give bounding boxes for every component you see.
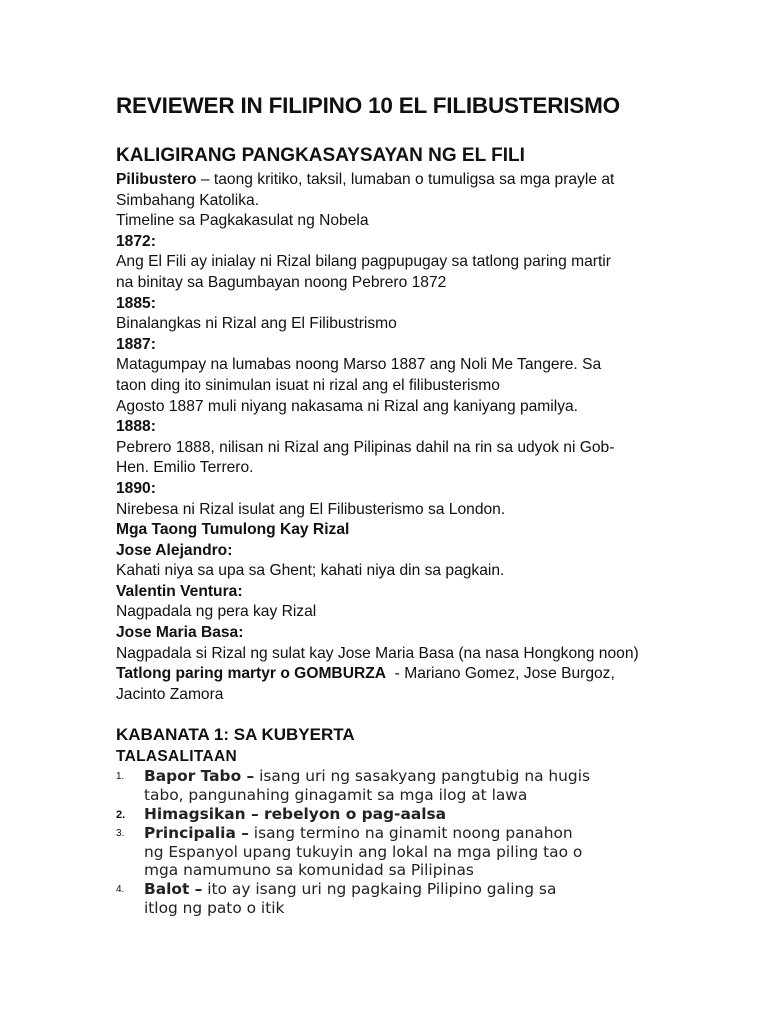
vocab-item-2 xyxy=(116,805,656,824)
document-body xyxy=(116,88,656,918)
helper-ventura-text: Nagpadala ng pera kay Rizal xyxy=(116,603,317,621)
year-1888-text-1: Pebrero 1888, nilisan ni Rizal ang Pilipinas dahil na rin sa udyok ni Gob- xyxy=(116,438,615,456)
vocab-word: Bapor Tabo – xyxy=(144,767,255,786)
helper-alejandro-name: Jose Alejandro: xyxy=(116,541,233,559)
year-1890-text-1: Nirebesa ni Rizal isulat ang El Filibusterismo sa London. xyxy=(116,500,506,518)
year-1872: 1872: xyxy=(116,232,156,250)
gomburza-line xyxy=(116,664,656,685)
pilibustero-definition xyxy=(116,170,656,191)
pilibustero-term: Pilibustero xyxy=(116,171,197,188)
vocab-word: Principalia – xyxy=(144,823,249,842)
vocab-number: 4. xyxy=(116,884,125,896)
helper-ventura-name: Valentin Ventura: xyxy=(116,582,243,600)
gomburza-def-2: Jacinto Zamora xyxy=(116,685,224,703)
vocab-definition-cont: ng Espanyol upang tukuyin ang lokal na mga piling tao o xyxy=(144,842,583,861)
vocab-item-3 xyxy=(116,824,656,880)
chapter-title: KABANATA 1: SA KUBYERTA xyxy=(116,725,355,745)
vocab-number: 2. xyxy=(116,809,126,822)
vocab-item-1 xyxy=(116,767,656,805)
year-1887: 1887: xyxy=(116,335,156,353)
year-1872-text-1: Ang El Fili ay inialay ni Rizal bilang pagpupugay sa tatlong paring martir xyxy=(116,253,611,271)
helper-basa-name: Jose Maria Basa: xyxy=(116,624,244,642)
helper-basa-text: Nagpadala si Rizal ng sulat kay Jose Maria Basa (na nasa Hongkong noon) xyxy=(116,644,639,662)
vocab-item-4 xyxy=(116,880,656,918)
vocab-definition: isang termino na ginamit noong panahon xyxy=(248,823,573,842)
vocab-definition-cont: itlog ng pato o itik xyxy=(144,899,285,918)
gomburza-def-1: - Mariano Gomez, Jose Burgoz, xyxy=(386,665,615,683)
year-1885: 1885: xyxy=(116,294,156,312)
section-title: KALIGIRANG PANGKASAYSAYAN NG EL FILI xyxy=(116,145,525,166)
year-1887-text-2: taon ding ito sinimulan isuat ni rizal ang el filibusterismo xyxy=(116,376,500,394)
year-1887-text-3: Agosto 1887 muli niyang nakasama ni Rizal ang kaniyang pamilya. xyxy=(116,397,579,415)
vocabulary-heading: TALASALITAAN xyxy=(116,748,237,766)
helpers-heading: Mga Taong Tumulong Kay Rizal xyxy=(116,521,350,539)
year-1888-text-2: Hen. Emilio Terrero. xyxy=(116,459,254,477)
vocab-word: Himagsikan – rebelyon o pag-aalsa xyxy=(144,805,447,824)
timeline-heading: Timeline sa Pagkakasulat ng Nobela xyxy=(116,212,369,230)
vocab-definition-cont: mga namumuno sa komunidad sa Pilipinas xyxy=(144,861,474,880)
year-1872-text-2: na binitay sa Bagumbayan noong Pebrero 1872 xyxy=(116,273,447,291)
vocab-definition: ito ay isang uri ng pagkaing Pilipino galing sa xyxy=(202,880,557,899)
vocabulary-list xyxy=(116,767,656,917)
vocab-definition: isang uri ng sasakyang pangtubig na hugis xyxy=(254,767,590,786)
year-1890: 1890: xyxy=(116,479,156,497)
pilibustero-def-2: Simbahang Katolika. xyxy=(116,191,260,209)
vocab-number: 1. xyxy=(116,771,125,783)
year-1885-text-1: Binalangkas ni Rizal ang El Filibustrismo xyxy=(116,315,397,333)
year-1887-text-1: Matagumpay na lumabas noong Marso 1887 ang Noli Me Tangere. Sa xyxy=(116,356,602,374)
vocab-number: 3. xyxy=(116,827,125,839)
document-title: REVIEWER IN FILIPINO 10 EL FILIBUSTERISMO xyxy=(116,93,620,118)
helper-alejandro-text: Kahati niya sa upa sa Ghent; kahati niya din sa pagkain. xyxy=(116,562,505,580)
vocab-definition-cont: tabo, pangunahing ginagamit sa mga ilog at lawa xyxy=(144,786,528,805)
gomburza-term: Tatlong paring martyr o GOMBURZA xyxy=(116,665,387,683)
year-1888: 1888: xyxy=(116,418,156,436)
vocab-word: Balot – xyxy=(144,880,203,899)
pilibustero-def-1: – taong kritiko, taksil, lumaban o tumuligsa sa mga prayle at xyxy=(196,171,615,188)
